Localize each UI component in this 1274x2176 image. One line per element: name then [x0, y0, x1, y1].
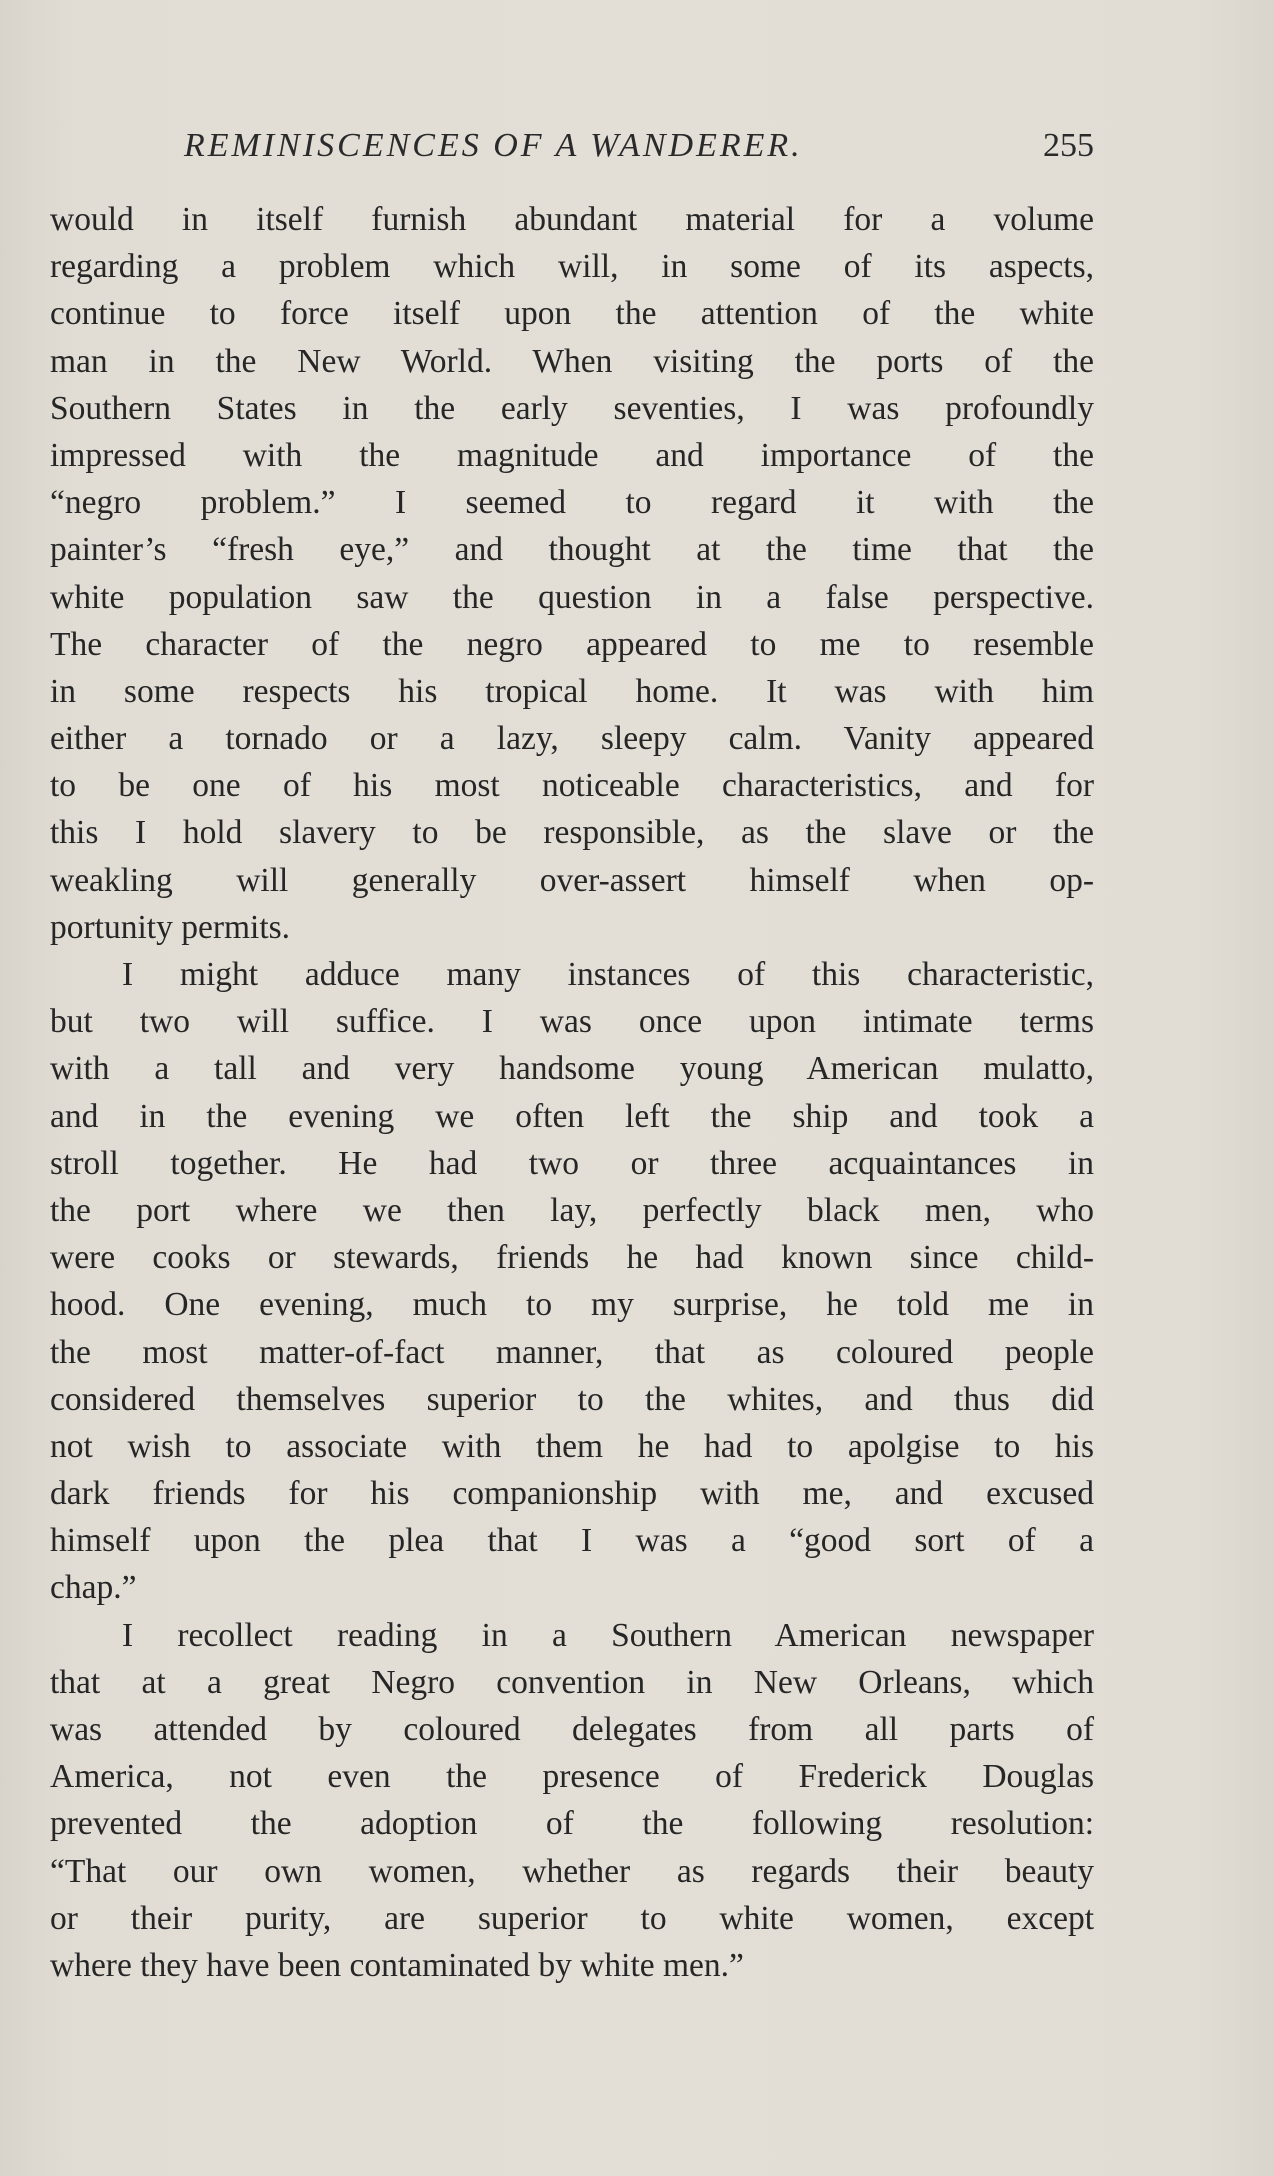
- text-line: this I hold slavery to be responsible, as the slave or the: [50, 814, 1094, 852]
- text-line: where they have been contaminated by white men.”: [50, 1946, 744, 1984]
- text-line: continue to force itself upon the attention of the white: [50, 295, 1094, 333]
- text-line: regarding a problem which will, in some of its aspects,: [50, 248, 1094, 286]
- text-line: in some respects his tropical home. It was with him: [50, 672, 1094, 710]
- text-line: not wish to associate with them he had to apolgise to his: [50, 1427, 1094, 1465]
- text-line: Southern States in the early seventies, I was profoundly: [50, 389, 1094, 427]
- text-line: prevented the adoption of the following resolution:: [50, 1805, 1094, 1843]
- text-line: to be one of his most noticeable characteristics, and for: [50, 767, 1094, 805]
- page-number: 255: [1043, 127, 1094, 164]
- text-line: “negro problem.” I seemed to regard it with the: [50, 484, 1094, 522]
- paragraph: [50, 1612, 1094, 1990]
- text-line: was attended by coloured delegates from all parts of: [50, 1711, 1094, 1748]
- text-line: chap.”: [50, 1569, 137, 1607]
- text-line: but two will suffice. I was once upon intimate terms: [50, 1003, 1094, 1041]
- text-line: and in the evening we often left the ship and took a: [50, 1097, 1094, 1135]
- text-line: that at a great Negro convention in New Orleans, which: [50, 1663, 1094, 1701]
- text-line: white population saw the question in a false perspective.: [50, 578, 1094, 616]
- text-line: The character of the negro appeared to me to resemble: [50, 625, 1094, 663]
- text-line: with a tall and very handsome young American mulatto,: [50, 1050, 1094, 1088]
- text-line: would in itself furnish abundant material for a volume: [50, 201, 1094, 238]
- text-line: stroll together. He had two or three acquaintances in: [50, 1144, 1094, 1182]
- text-line: considered themselves superior to the whites, and thus did: [50, 1380, 1094, 1418]
- running-head: [50, 118, 1094, 174]
- text-line: impressed with the magnitude and importance of the: [50, 436, 1094, 474]
- text-line: portunity permits.: [50, 908, 291, 946]
- text-line: either a tornado or a lazy, sleepy calm. Vanity appeared: [50, 720, 1094, 758]
- text-line: weakling will generally over-assert himself when op-: [50, 861, 1094, 899]
- text-line: man in the New World. When visiting the ports of the: [50, 342, 1094, 380]
- text-line: I might adduce many instances of this characteristic,: [122, 956, 1094, 993]
- body-text: [50, 196, 1094, 1989]
- text-line: the port where we then lay, perfectly black men, who: [50, 1191, 1094, 1229]
- running-title: REMINISCENCES OF A WANDERER.: [184, 127, 803, 164]
- text-line: America, not even the presence of Frederick Douglas: [50, 1758, 1094, 1796]
- text-line: painter’s “fresh eye,” and thought at the time that the: [50, 531, 1094, 569]
- text-line: I recollect reading in a Southern American newspaper: [122, 1616, 1094, 1654]
- text-line: himself upon the plea that I was a “good sort of a: [50, 1522, 1094, 1560]
- text-line: “That our own women, whether as regards their beauty: [50, 1852, 1094, 1890]
- paragraph: [50, 951, 1094, 1612]
- text-line: the most matter-of-fact manner, that as coloured people: [50, 1333, 1094, 1371]
- text-line: hood. One evening, much to my surprise, he told me in: [50, 1286, 1094, 1324]
- paragraph: [50, 196, 1094, 951]
- text-line: were cooks or stewards, friends he had known since child-: [50, 1239, 1094, 1277]
- text-line: dark friends for his companionship with me, and excused: [50, 1475, 1094, 1513]
- text-line: or their purity, are superior to white women, except: [50, 1899, 1094, 1937]
